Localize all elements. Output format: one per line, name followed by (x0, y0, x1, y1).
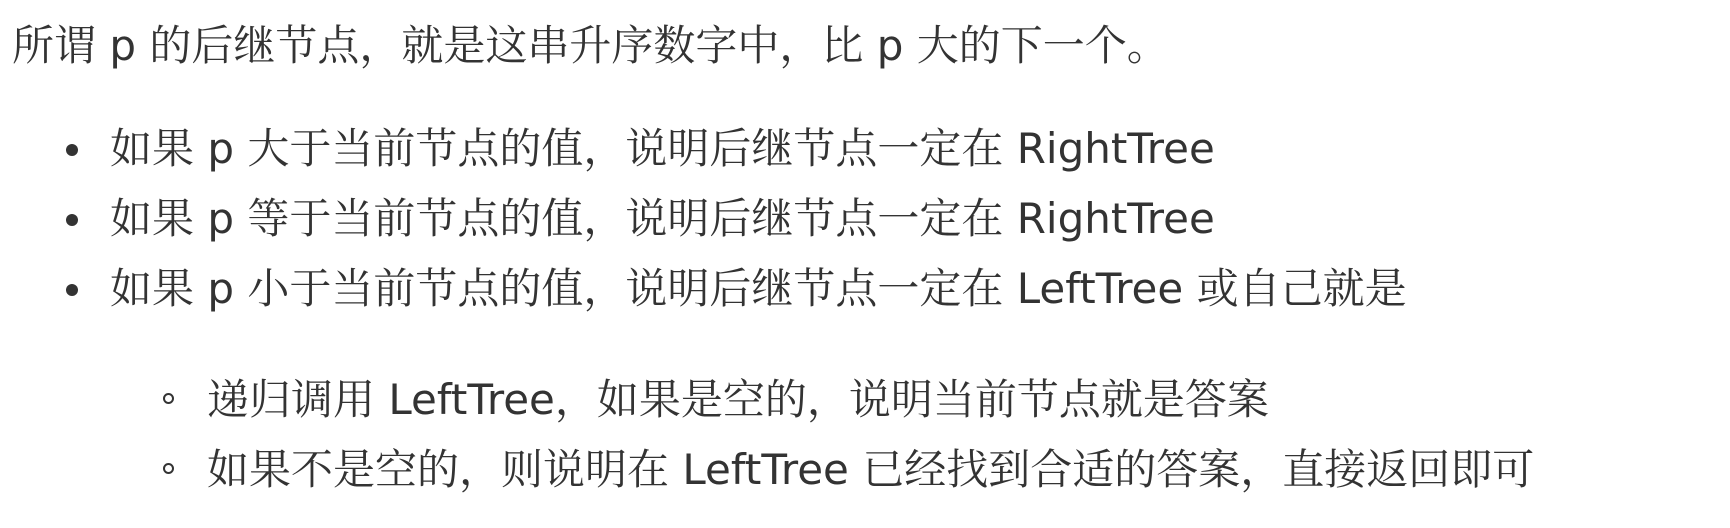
bullet-circle-icon (163, 393, 174, 404)
sub-list-item (0, 440, 1534, 510)
bullet-list (0, 119, 1407, 329)
list-item-text: 如果 p 小于当前节点的值，说明后继节点一定在 LeftTree 或自己就是 (110, 264, 1407, 313)
bullet-dot-icon (66, 144, 78, 156)
bullet-circle-icon (163, 463, 174, 474)
list-item (0, 259, 1407, 329)
list-item-text: 如果 p 等于当前节点的值，说明后继节点一定在 RightTree (110, 194, 1215, 243)
sub-list-item-text: 递归调用 LeftTree，如果是空的，说明当前节点就是答案 (207, 375, 1269, 424)
bullet-dot-icon (66, 284, 78, 296)
list-item (0, 119, 1407, 189)
sub-list-item (0, 370, 1534, 440)
bullet-dot-icon (66, 214, 78, 226)
list-item-text: 如果 p 大于当前节点的值，说明后继节点一定在 RightTree (110, 124, 1215, 173)
list-item (0, 189, 1407, 259)
intro-paragraph: 所谓 p 的后继节点，就是这串升序数字中，比 p 大的下一个。 (12, 21, 1169, 70)
sub-list-item-text: 如果不是空的，则说明在 LeftTree 已经找到合适的答案，直接返回即可 (207, 445, 1535, 494)
sub-bullet-list (0, 370, 1534, 510)
